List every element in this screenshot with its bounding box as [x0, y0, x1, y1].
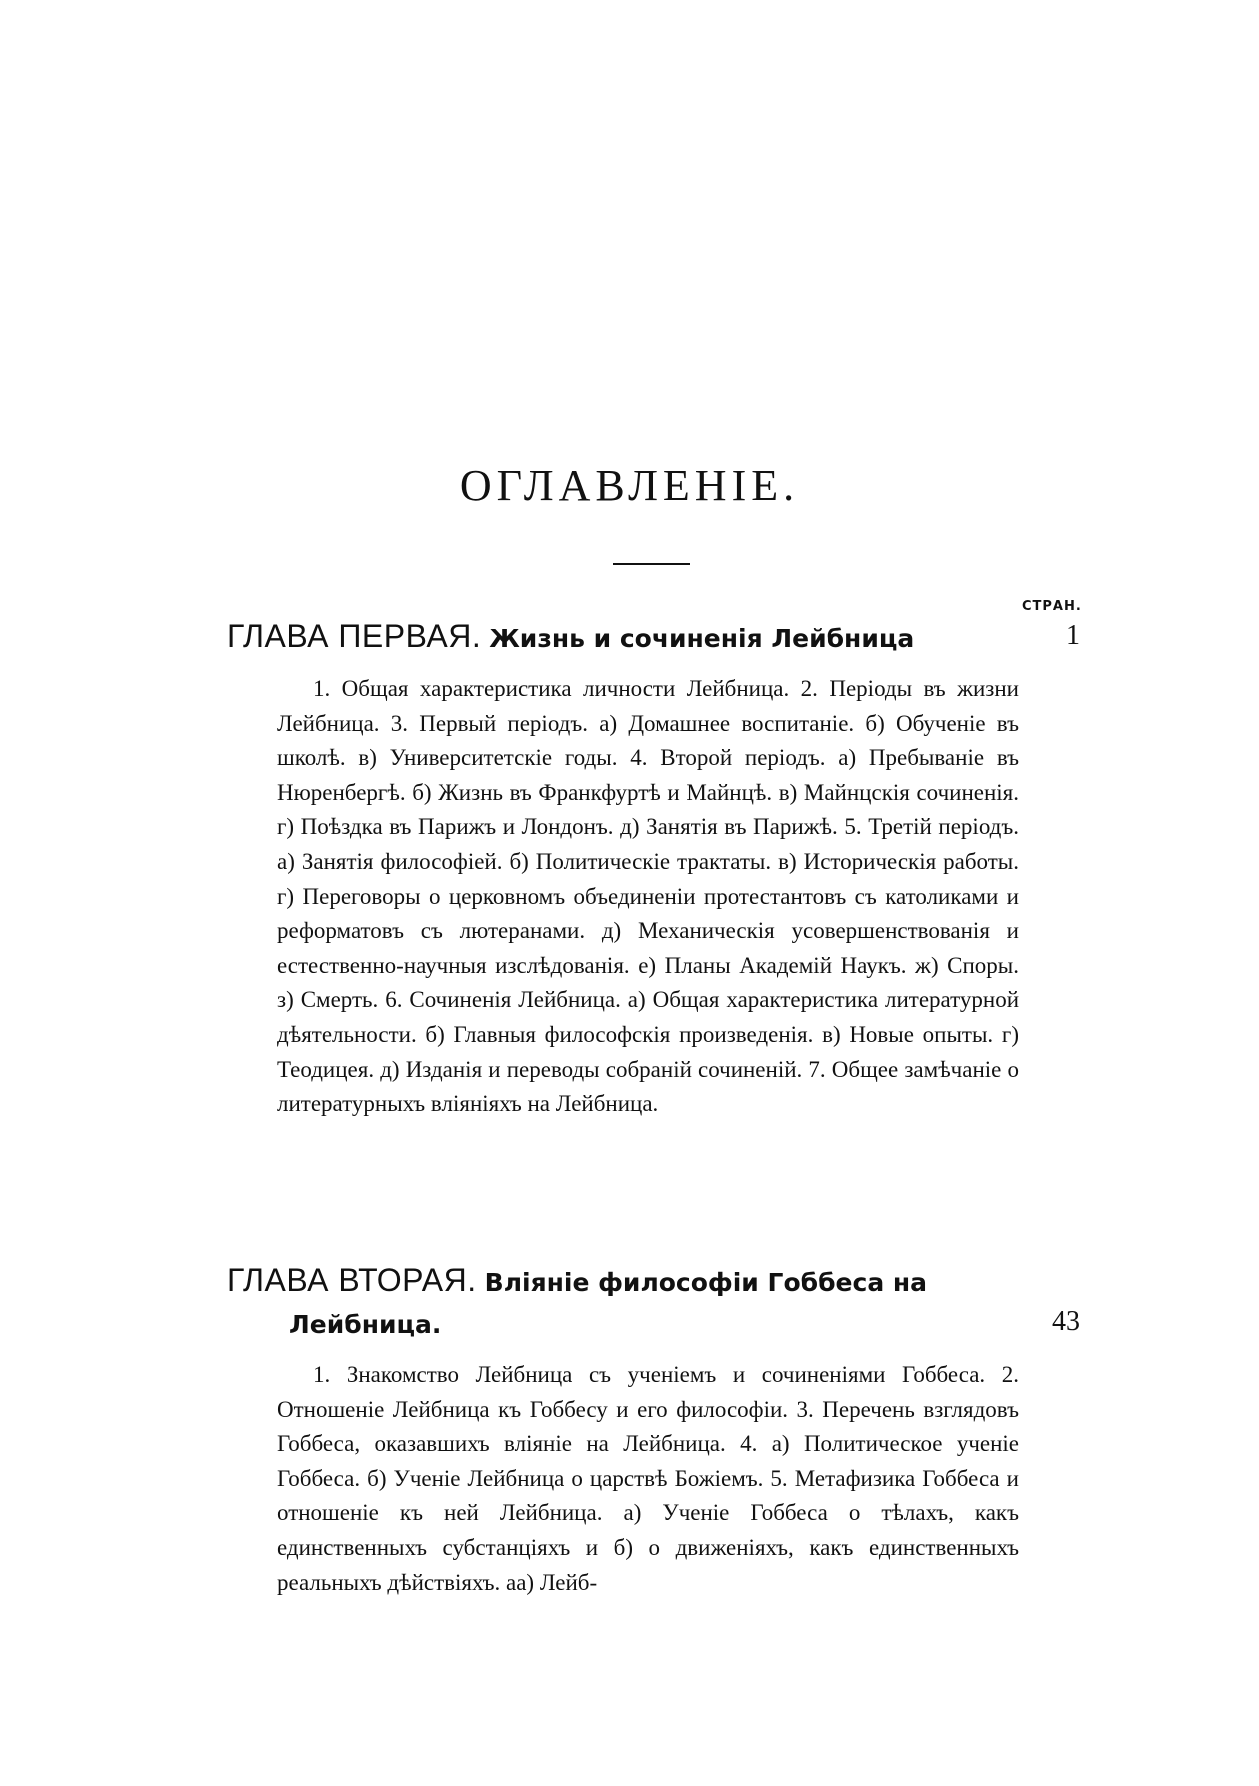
chapter-label: ГЛАВА ПЕРВАЯ.: [227, 618, 482, 654]
chapter-2-heading: [227, 1259, 1020, 1346]
page-title: ОГЛАВЛЕНІЕ.: [459, 461, 800, 510]
chapter-2-page: 43: [1052, 1306, 1080, 1337]
page-column-label: СТРАН.: [1022, 599, 1082, 614]
chapter-1-summary: 1. Общая характеристика личности Лейбница. 2. Періоды въ жизни Лейбница. 3. Первый періодъ. а) Домашнее воспитаніе. б) Обученіе въ школѣ. в) Университетскіе годы. 4. Второй періодъ. а) Пребываніе въ Нюренбергѣ. б) Жизнь въ Франкфуртѣ и Майнцѣ. в) Майнцскія сочиненія. г) Поѣздка въ Парижъ и Лондонъ. д) Занятія въ Парижѣ. 5. Третій періодъ. а) Занятія философіей. б) Политическіе трактаты. в) Историческія работы. г) Переговоры о церковномъ объединеніи протестантовъ съ католиками и реформатовъ съ лютеранами. д) Механическія усовершенствованія и естественно-научныя изслѣдованія. е) Планы Академій Наукъ. ж) Споры. з) Смерть. 6. Сочиненія Лейбница. а) Общая характеристика литературной дѣятельности. б) Главныя философскія произведенія. в) Новые опыты. г) Теодицея. д) Изданія и переводы собраній сочиненій. 7. Общее замѣчаніе о литературныхъ вліяніяхъ на Лейбница.: [277, 676, 1019, 1117]
chapter-1-page: 1: [1066, 620, 1080, 651]
chapter-2-summary: 1. Знакомство Лейбница съ ученіемъ и сочиненіями Гоббеса. 2. Отношеніе Лейбница къ Гоббесу и его философіи. 3. Перечень взглядовъ Гоббеса, оказавшихъ вліяніе на Лейбница. 4. а) Политическое ученіе Гоббеса. б) Ученіе Лейбница о царствѣ Божіемъ. 5. Метафизика Гоббеса и отношеніе къ ней Лейбница. а) Ученіе Гоббеса о тѣлахъ, какъ единственныхъ субстанціяхъ и б) о движеніяхъ, какъ единственныхъ реальныхъ дѣйствіяхъ. аа) Лейб-: [277, 1362, 1019, 1595]
chapter-name: Жизнь и сочиненія Лейбница: [489, 624, 915, 653]
chapter-label: ГЛАВА ВТОРАЯ.: [227, 1262, 477, 1298]
title-rule: [613, 563, 690, 565]
chapter-name: Вліяніе философіи Гоббеса на: [484, 1268, 928, 1297]
chapter-1-heading: [227, 615, 1020, 660]
chapter-name-continued: Лейбница.: [289, 1310, 442, 1339]
